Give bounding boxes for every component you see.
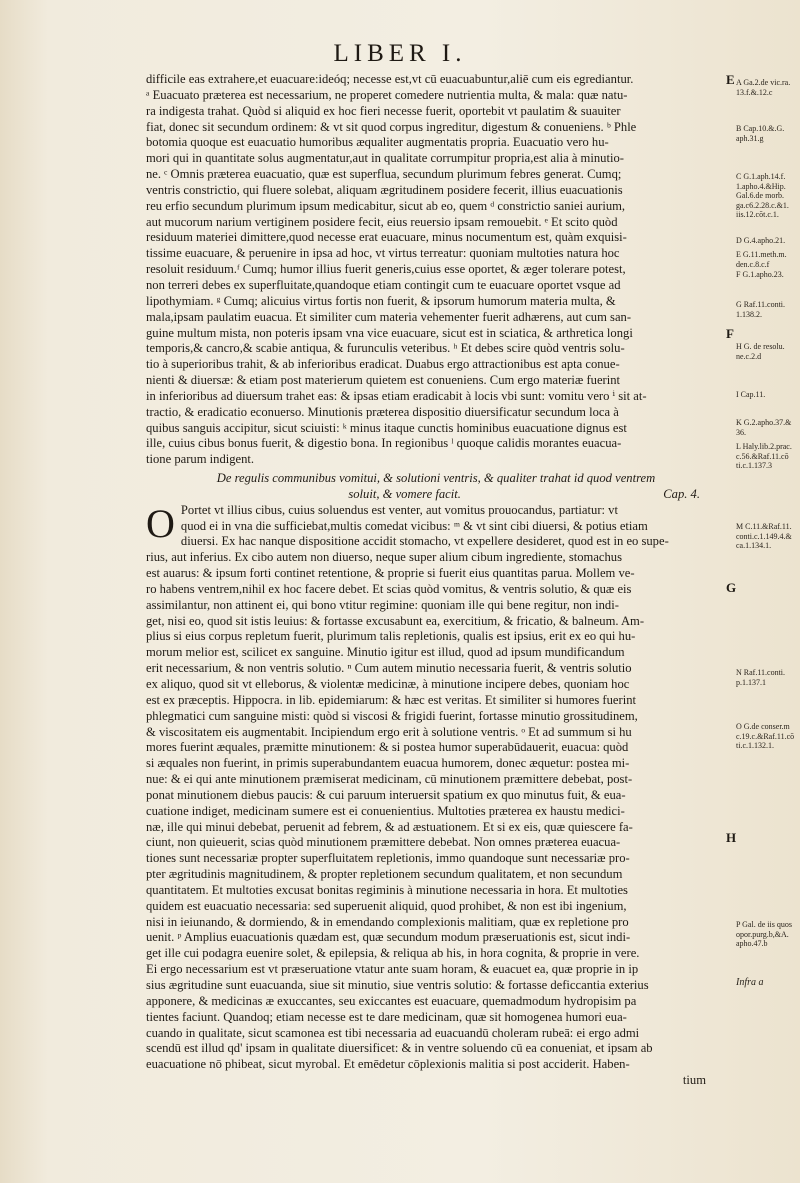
text-line: erit necessarium, & non ventris solutio. ⁿ Cum autem minutio necessaria fuerit, & ventris solutio: [146, 661, 632, 676]
text-line: quantitatem. Et multoties excusat bonitas regiminis à minutione necessaria in hora. Et multoties: [146, 882, 628, 897]
text-line: tissime euacuare, & peruenire in ipsa ad hoc, vt virtus terreatur: quoniam multoties natura hoc: [146, 246, 620, 261]
text-line: get ille cui podagra euenire solet, & epilepsia, & reliqua ab his, in hora cognita, & proprie in vere.: [146, 946, 640, 961]
text-line: morum melior est, scilicet ex sanguine. Minutio igitur est illud, quod ad ipsum mundificandum: [146, 645, 625, 660]
margin-note-i: I Cap.11.: [736, 390, 766, 399]
text-line: non terreri debes ex superfluitate,quandoque etiam contingit cum te euacuare oportet vsque ad: [146, 277, 621, 292]
text-line: tientes faciunt. Quandoq; etiam necesse est te dare medicinam, quæ sit homogenea humori eua-: [146, 1009, 627, 1024]
text-line: sius ægritudine sunt euacuanda, siue sit minutio, siue ventris solutio: & fortasse deficcantia exterius: [146, 978, 649, 992]
text-section-1: [146, 72, 726, 468]
margin-note-p: P Gal. de iis quos opor.purg.b,&A. apho.47.b: [736, 920, 792, 948]
text-line: ille, cuius cibus bonus fuerit, & digestio bona. In regionibus ˡ quoque calidis morantes euacua-: [146, 436, 622, 451]
text-line: difficile eas extrahere,et euacuare:ideóq; necesse est,vt cū euacuabuntur,aliē cum eis egrediantur.: [146, 72, 634, 86]
text-line: tiones sunt necessariæ propter superfluitatem repletionis, immo quandoque sunt necessariæ pro-: [146, 851, 630, 866]
text-line: botomia quoque est euacuatio humoribus æqualiter augmentatis propria. Euacuatio vero hu-: [146, 135, 609, 150]
text-line: mori qui in quantitate solus augmentatur,aut in qualitate corrumpitur propria,est alia à minutio-: [146, 151, 624, 166]
text-line: cuatione indiget, medicinam sumere est ei conuenientius. Multoties præterea ex haustu medici-: [146, 803, 625, 818]
marker-g: G: [726, 580, 737, 595]
text-line: mores fuerint æquales, præmitte minutionem: & si postea humor superabūdauerit, euacua: quòd: [146, 740, 629, 755]
margin-note-l: L Haly.lib.2.prac. c.56.&Raf.11.cō ti.c.1.137.3: [736, 442, 792, 470]
text-line: aut mucorum narium vertiginem posidere fecit, eius reuersio ipsam remouebit. ᵉ Et scito quòd: [146, 214, 618, 229]
text-line: ponat minutionem diebus paucis: & cui paruum interuersit spatium ex quo minutus fuit, & eua-: [146, 787, 626, 802]
text-line: nue: & ei qui ante minutionem præmiserat medicinam, cū minutionem præmittere debebat, post-: [146, 772, 633, 787]
margin-note-k: K G.2.apho.37.& 36.: [736, 418, 792, 437]
margin-note-h: H G. de resolu. ne.c.2.d: [736, 342, 785, 361]
text-line: Ei ergo necessarium est vt præseruatione vtatur ante suam horam, & euacuet ea, quæ proprie in ip: [146, 962, 639, 977]
text-line: tractio, & eradicatio econuerso. Minutionis præterea dispositio diuersificatur secundum loca à: [146, 404, 619, 419]
text-line: euacuatione nō phibeat, sicut myrobal. Et emēdetur cōplexionis malitia si post acciderit. Haben-: [146, 1057, 630, 1072]
text-line: quod ei in vna die sufficiebat,multis comedat vicibus: ᵐ & vt sint cibi diuersi, & potius etiam: [180, 518, 648, 533]
text-line: ciunt, non quieuerit, scias quòd minutionem præmittere debebat. Non omnes præterea euacua-: [146, 835, 621, 850]
text-line: næ, ille qui minui debebat, peruenit ad febrem, & ad æstuationem. Et si ex eis, quæ quiescere fa-: [146, 819, 633, 834]
text-line: residuum materiei dimittere,quod necesse erat euacuare, minus nocumentum est, quàm exquisi-: [146, 230, 627, 245]
margin-note-b: B Cap.10.&.G. aph.31.g: [736, 124, 785, 143]
page-header: LIBER I.: [333, 40, 467, 67]
margin-note-d: D G.4.apho.21.: [736, 236, 786, 245]
text-line: tione parum indigent.: [146, 452, 255, 467]
text-line: plius si eius corpus repletum fuerit, plurimum talis repletionis, qualis est ipsius, erit ex eo qui hu-: [146, 629, 636, 644]
text-line: ne. ᶜ Omnis præterea euacuatio, quæ est superflua, secundum plurimum febres generat. Cumq;: [146, 167, 622, 182]
chapter-title: [146, 471, 726, 503]
text-line: ex aliquo, quod sit vt elleborus, & violentæ medicinæ, à minutione incipere debes, quoniam hoc: [146, 676, 630, 691]
text-line: assimilantur, non attinent ei, qui bono vtitur regimine: quoniam ille qui bene regitur, non indi-: [146, 597, 619, 612]
text-line: pter ægritudinis magnitudinem, & propter repletionem secundum qualitatem, et non secundum: [146, 867, 623, 882]
text-line: in inferioribus ad diuersum trahet eas: & ipsas etiam eradicabit à locis vbi sunt: vomitu vero ⁱ sit at-: [146, 388, 647, 403]
marker-h: H: [726, 830, 737, 845]
text-line: scendū est illud qd' ipsam in qualitate diuersificet: & in ventre soluendo cū ea conueniat, et ipsam ab: [146, 1041, 653, 1056]
text-line: cuando in qualitate, sicut scamonea est tibi necessaria ad euacuandū choleram rubeā: ei ergo admi: [146, 1025, 640, 1040]
text-line: si æquales non fuerint, in primis superabundantem euacua humorem, donec æquetur: postea mi-: [146, 756, 630, 771]
text-line: resoluit residuum.ᶠ Cumq; humor illius fuerit generis,cuius esse oportet, & æger tolerare potest,: [146, 262, 626, 277]
text-line: ra indigesta trahat. Quòd si aliquid ex hoc fieri necesse fuerit, oportebit vt paulatim & suauiter: [146, 103, 621, 118]
chapter-title-line-2: soluit, & vomere facit.: [348, 486, 461, 501]
text-line: ro habens ventrem,nihil ex hoc facere debet. Et scias quòd vomitus, & ventris solutio, & quæ eis: [146, 581, 632, 596]
text-line: uenit. ᵖ Amplius euacuationis quædam est, quæ secundum modum præseruationis est, sicut indi-: [146, 930, 631, 945]
text-line: fiat, donec sit secundum ordinem: & vt sit quod corpus ingreditur, digestum & conueniens. ᵇ Phle: [146, 119, 637, 134]
margin-note-n: N Raf.11.conti. p.1.137.1: [736, 668, 786, 687]
text-line: mala,ipsam paulatim euacua. Et similiter cum materia vehementer fuerit adhærens, aut cum san-: [146, 309, 632, 324]
text-line: est auarus: & ipsum forti continet retentione, & proprie si fuerit eius quantitas parua. Mollem ve-: [146, 566, 635, 581]
margin-note-m: M C.11.&Raf.11. conti.c.1.149.4.& ca.1.134.1.: [736, 522, 792, 550]
text-line: ventris constrictio, qui fluere solebat, aliquam ægritudinem posidere fecerit, illius euacuationis: [146, 182, 623, 197]
marker-e: E: [726, 72, 735, 87]
text-line: reu erfio secundum plurimum ipsum medicabitur, sicut ab eo, quem ᵈ constrictio saniei aurium,: [146, 198, 626, 213]
margin-note-f: F G.1.apho.23.: [736, 270, 784, 279]
text-line: est ex præceptis. Hippocra. in lib. epidemiarum: & hæc est veritas. Et similiter si humores fuerint: [146, 692, 637, 707]
text-line: nisi in ieiunando, & dormiendo, & in emendando complexionis malitiam, quæ ex repletione pro: [146, 914, 629, 929]
text-line: diuersi. Ex hac nanque dispositione accidit stomacho, vt expellere desideret, quod est in eo supe-: [180, 534, 669, 549]
margin-note-o: O G.de conser.m c.19.c.&Raf.11.cō ti.c.1.132.1.: [736, 722, 795, 750]
text-line: lipothymiam. ᵍ Cumq; alicuius virtus fortis non fuerit, & ipsorum humorum materia multa, &: [146, 293, 616, 308]
catchword: tium: [682, 1073, 706, 1088]
margin-note-infra: Infra a: [736, 977, 764, 988]
text-line: temporis,& cancro,& scabie antiqua, & furunculis veteribus. ʰ Et debes scire quòd ventris solu-: [146, 341, 625, 356]
margin-note-a: A Ga.2.de vic.ra. 13.f.&.12.c: [736, 78, 791, 97]
chapter-number: Cap. 4.: [663, 486, 700, 501]
text-line: nienti & diuersæ: & etiam post materierum quietem est conueniens. Cum ergo materiæ fuerint: [146, 373, 621, 388]
marker-f: F: [726, 326, 734, 341]
text-line: apponere, & medicinas æ exuccantes, seu exiccantes est euacuare, quemadmodum hydropisim pa: [146, 993, 637, 1008]
text-line: & viscositatem eis augmentabit. Incipiendum ergo erit à solutione ventris. ᵒ Et ad summum si hu: [146, 724, 632, 739]
text-line: get, nisi eo, quod sit istis leuius: & fortasse excusabunt ea, exercitium, & fricatio, & balneum. Am-: [146, 613, 645, 628]
text-section-2: [146, 500, 726, 1073]
margin-note-e: E G.11.meth.m. den.c.8.c.f: [736, 250, 787, 269]
text-line: guine multum mista, non poteris ipsam vna vice euacuare, sicut est in sciatica, & arthretica longi: [146, 325, 633, 340]
text-line: quibus sanguis accipitur, sicut sciuisti: ᵏ minus itaque cunctis hominibus euacuatione dignus est: [146, 420, 627, 435]
text-line: quidem est euacuatio necessaria: sed superuenit aliquid, quod prohibet, & non est ibi ingenium,: [146, 898, 627, 913]
text-line: phlegmatici cum sanguine misti: quòd si viscosi & frigidi fuerint, fortasse minutio grossitudinem,: [146, 708, 638, 723]
margin-note-c: C G.1.aph.14.f. 1.apho.4.&Hip. Gal.6.de morb. ga.c6.2.28.c.&1. iis.12.cōt.c.1.: [736, 172, 789, 219]
text-line: rius, aut inferius. Ex cibo autem non diuerso, neque super alium cibum ingrediente, stomachus: [146, 550, 622, 565]
margin-note-g: G Raf.11.conti. 1.138.2.: [736, 300, 786, 319]
text-line: ᵃ Euacuato præterea est necessarium, ne properet comedere nutrientia multa, & mala: quæ natu-: [146, 87, 628, 102]
chapter-title-line-1: De regulis communibus vomitui, & solutioni ventris, & qualiter trahat id quod ventrem: [216, 471, 656, 486]
drop-cap-initial: O: [146, 500, 175, 546]
main-text-block: [146, 72, 726, 1089]
text-line: Portet vt illius cibus, cuius soluendus est venter, aut vomitus prouocandus, partiatur: vt: [180, 502, 618, 517]
text-line: tio à superioribus trahit, & ab inferioribus eradicat. Duabus ergo attractionibus est apta conue-: [146, 357, 620, 372]
